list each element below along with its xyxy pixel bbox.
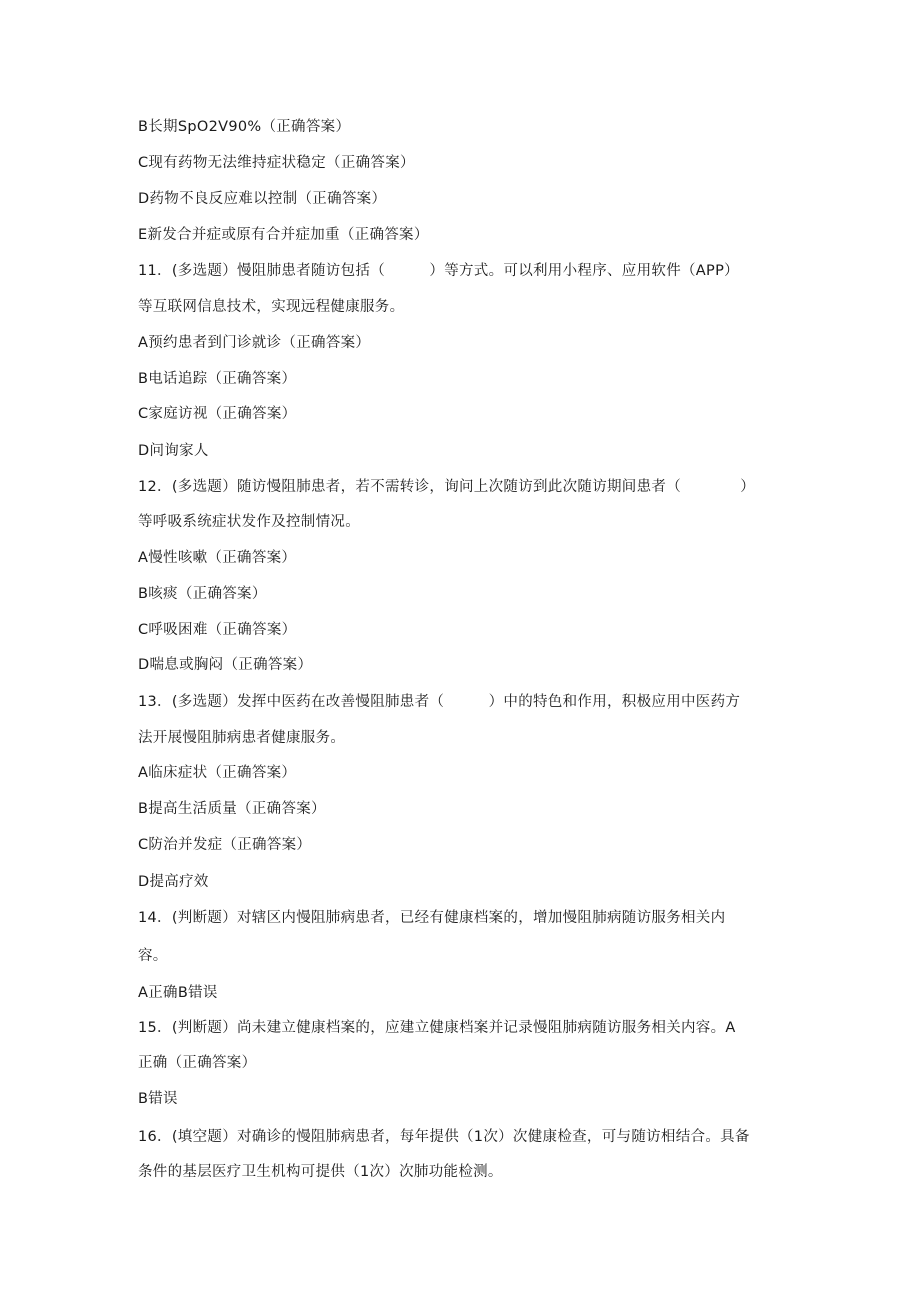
question-16-line2: 条件的基层医疗卫生机构可提供（1次）次肺功能检测。 xyxy=(138,1164,503,1180)
question-16-line1: 16．(填空题）对确诊的慢阻肺病患者，每年提供（1次）次健康检查，可与随访相结合。具备 xyxy=(138,1129,750,1145)
option-b-q11: B电话追踪（正确答案） xyxy=(138,371,297,387)
question-11-line2: 等互联网信息技术，实现远程健康服务。 xyxy=(138,299,405,315)
option-d-q13: D提高疗效 xyxy=(138,874,209,890)
option-a-q13: A临床症状（正确答案） xyxy=(138,765,297,781)
question-12-line1: 12．(多选题）随访慢阻肺患者，若不需转诊，询问上次随访到此次随访期间患者（ ） xyxy=(138,479,756,495)
question-13-line2: 法开展慢阻肺病患者健康服务。 xyxy=(138,730,346,746)
option-e-q10: E新发合并症或原有合并症加重（正确答案） xyxy=(138,227,429,243)
option-b-q13: B提高生活质量（正确答案） xyxy=(138,801,326,817)
question-15-line1: 15．(判断题）尚未建立健康档案的，应建立健康档案并记录慢阻肺病随访服务相关内容。A xyxy=(138,1020,736,1036)
option-c-q13: C防治并发症（正确答案） xyxy=(138,837,312,853)
options-q14: A正确B错误 xyxy=(138,985,218,1001)
option-c-q10: C现有药物无法维持症状稳定（正确答案） xyxy=(138,155,415,171)
question-15-line2: 正确（正确答案） xyxy=(138,1055,257,1071)
question-12-line2: 等呼吸系统症状发作及控制情况。 xyxy=(138,514,360,530)
option-c-q12: C呼吸困难（正确答案） xyxy=(138,622,297,638)
option-b-q12: B咳痰（正确答案） xyxy=(138,586,267,602)
option-b-q10: B长期SpO2V90%（正确答案） xyxy=(138,119,351,135)
question-13-line1: 13．(多选题）发挥中医药在改善慢阻肺患者（ ）中的特色和作用，积极应用中医药方 xyxy=(138,694,741,710)
question-11-line1: 11．(多选题）慢阻肺患者随访包括（ ）等方式。可以利用小程序、应用软件（APP） xyxy=(138,263,739,279)
option-a-q11: A预约患者到门诊就诊（正确答案） xyxy=(138,335,371,351)
option-b-q15: B错误 xyxy=(138,1091,178,1107)
option-c-q11: C家庭访视（正确答案） xyxy=(138,406,297,422)
question-14-line2: 容。 xyxy=(138,948,168,964)
option-d-q12: D喘息或胸闷（正确答案） xyxy=(138,657,313,673)
option-a-q12: A慢性咳嗽（正确答案） xyxy=(138,550,297,566)
question-14-line1: 14．(判断题）对辖区内慢阻肺病患者，已经有健康档案的，增加慢阻肺病随访服务相关内 xyxy=(138,910,726,926)
option-d-q11: D问询家人 xyxy=(138,443,209,459)
option-d-q10: D药物不良反应难以控制（正确答案） xyxy=(138,191,387,207)
